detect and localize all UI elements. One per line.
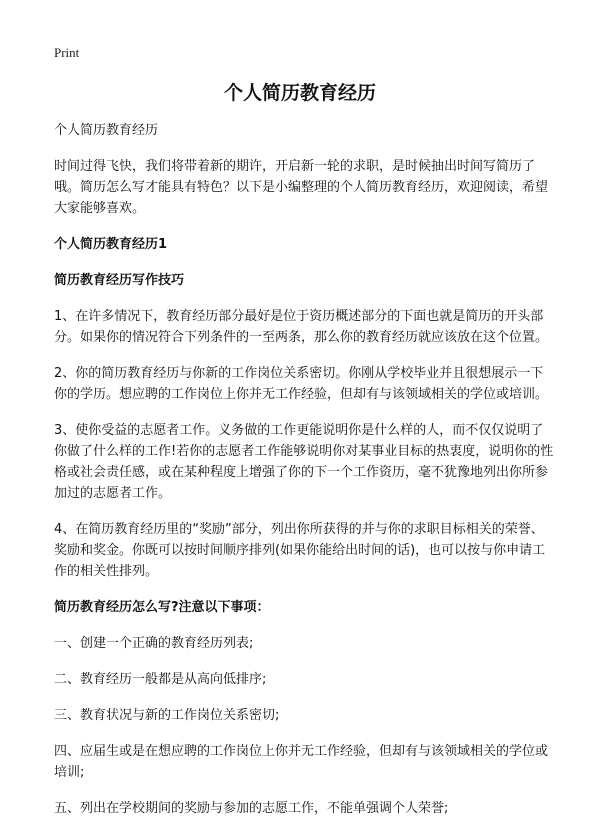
tip-paragraph: 4、在简历教育经历里的“奖励”部分，列出你所获得的并与你的求职目标相关的荣誉、奖励和奖金。你既可以按时间顺序排列(如果你能给出时间的话)，也可以按与你申请工作的相关性排列。 bbox=[54, 522, 546, 579]
note-item: 二、教育经历一般都是从高向低排序; bbox=[54, 672, 267, 687]
page-title: 个人简历教育经历 bbox=[223, 82, 376, 104]
note-item: 三、教育状况与新的工作岗位关系密切; bbox=[54, 708, 280, 723]
tip-paragraph: 2、你的简历教育经历与你新的工作岗位关系密切。你刚从学校毕业并且很想展示一下你的学历。想应聘的工作岗位上你并无工作经验，但却有与该领域相关的学位或培训。 bbox=[54, 366, 549, 402]
tip-paragraph: 1、在许多情况下，教育经历部分最好是位于资历概述部分的下面也就是简历的开头部分。如果你的情况符合下列条件的一至两条，那么你的教育经历就应该放在这个位置。 bbox=[54, 309, 549, 345]
note-item: 四、应届生或是在想应聘的工作岗位上你并无工作经验，但却有与该领域相关的学位或培训; bbox=[54, 744, 549, 780]
tip-paragraph: 3、使你受益的志愿者工作。义务做的工作更能说明你是什么样的人，而不仅仅说明了你做了什么样的工作!若你的志愿者工作能够说明你对某事业目标的热衷度，说明你的性格或社会责任感，或在某种程度上增强了你的下一个工作资历，毫不犹豫地列出你所参加过的志愿者工作。 bbox=[54, 423, 554, 501]
note-item: 一、创建一个正确的教育经历列表; bbox=[54, 636, 254, 651]
subsection-heading-tips: 简历教育经历写作技巧 bbox=[54, 273, 185, 288]
note-item: 五、列出在学校期间的奖励与参加的志愿工作，不能单强调个人荣誉; bbox=[54, 801, 449, 816]
intro-paragraph: 时间过得飞快，我们将带着新的期许，开启新一轮的求职，是时候抽出时间写简历了哦。简历怎么写才能具有特色？以下是小编整理的个人简历教育经历，欢迎阅读，希望大家能够喜欢。 bbox=[54, 159, 549, 216]
print-link[interactable]: Print bbox=[54, 45, 80, 60]
doc-subtitle: 个人简历教育经历 bbox=[54, 123, 159, 138]
document-body bbox=[54, 120, 554, 834]
subsection-heading-notes: 简历教育经历怎么写?注意以下事项： bbox=[54, 600, 270, 615]
section-heading: 个人简历教育经历1 bbox=[54, 237, 168, 252]
